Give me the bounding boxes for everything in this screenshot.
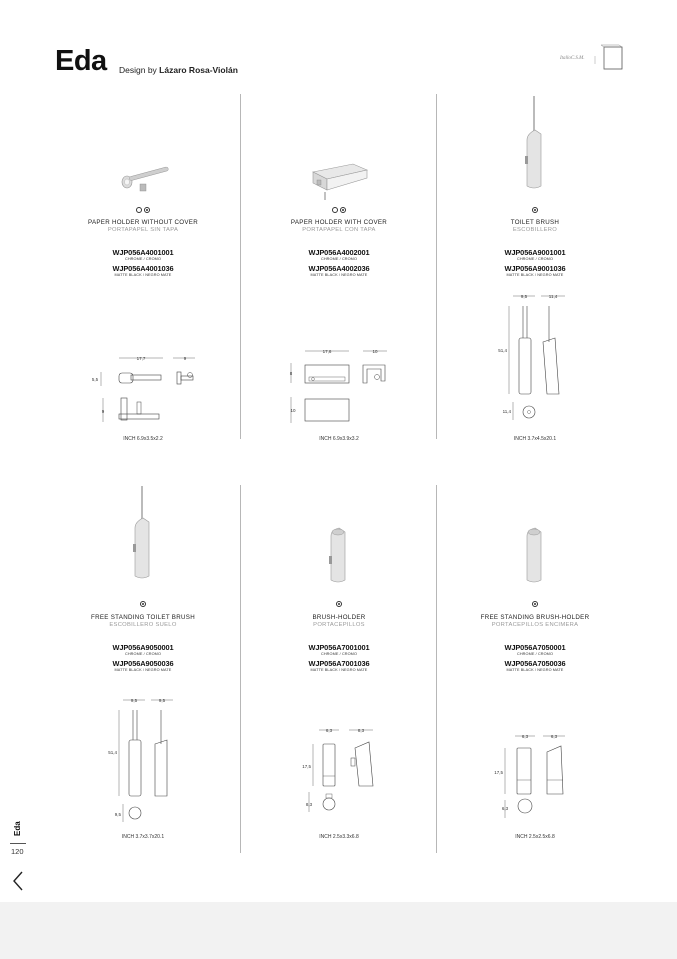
- side-divider: [10, 843, 26, 844]
- product-photo: [437, 90, 633, 200]
- dim-width-label: 17,6: [322, 349, 332, 354]
- product-code-chrome: WJP056A9001001: [504, 248, 566, 257]
- black-swatch-icon: [340, 207, 346, 213]
- chrome-swatch-icon: [532, 207, 538, 213]
- finish-chrome-label: CHROME / CROMO: [517, 652, 553, 656]
- product-card: [437, 100, 633, 445]
- dim-height-label: 5,5: [91, 377, 99, 382]
- product-card: [241, 490, 437, 850]
- product-code-black: WJP056A7001036: [308, 659, 370, 668]
- finish-chrome-label: CHROME / CROMO: [321, 652, 357, 656]
- dim-width-label: 9,5: [130, 698, 138, 703]
- dim-side-label: 9,5: [114, 812, 121, 817]
- product-card: [241, 100, 437, 445]
- dim-width-label: 9,5: [520, 294, 528, 299]
- inch-dimensions: INCH 6.9x3.5x2.2: [123, 436, 163, 442]
- finish-swatches: [241, 207, 437, 215]
- product-code-chrome: WJP056A4001001: [112, 248, 174, 257]
- black-swatch-icon: [144, 207, 150, 213]
- section-name: Eda: [13, 821, 22, 836]
- chrome-swatch-icon: [532, 601, 538, 607]
- designer-credit: [119, 65, 238, 75]
- dim-height-label: 51,4: [498, 348, 507, 353]
- finish-swatches: [45, 207, 241, 215]
- inch-dimensions: INCH 2.5x3.3x6.8: [319, 834, 359, 840]
- chevron-left-icon: [10, 869, 26, 893]
- product-name-es: PORTAPAPEL SIN TAPA: [107, 227, 179, 233]
- dim-depth-label: 6,3: [550, 734, 558, 739]
- dim-height-label: 17,5: [494, 770, 503, 775]
- dim-width-label: 6,3: [325, 728, 333, 733]
- technical-drawing: [241, 720, 437, 840]
- inch-dimensions: INCH 6.9x3.9x3.2: [319, 436, 359, 442]
- product-card: [45, 100, 241, 445]
- viewer-footer: [0, 902, 677, 959]
- product-code-black: WJP056A4001036: [112, 264, 174, 273]
- finish-black-label: MATTE BLACK / NEGRO MATE: [114, 273, 172, 277]
- product-name-es: ESCOBILLERO SUELO: [109, 622, 177, 628]
- dim-depth-label: 10: [372, 349, 378, 354]
- product-photo: [241, 120, 437, 220]
- product-code-black: WJP056A4002036: [308, 264, 370, 273]
- chrome-swatch-icon: [336, 601, 342, 607]
- brand-logo: [560, 42, 630, 76]
- brand-logo-text: ItalloC.S.M.: [560, 56, 585, 61]
- product-photo: [437, 510, 633, 610]
- product-name: PAPER HOLDER WITH COVER: [290, 219, 388, 226]
- dim-side-label: 11,4: [502, 409, 511, 414]
- chrome-swatch-icon: [136, 207, 142, 213]
- product-name: BRUSH-HOLDER: [312, 614, 366, 621]
- dim-width-label: 17,7: [136, 356, 146, 361]
- inch-dimensions: INCH 3.7x4.5x20.1: [513, 436, 557, 442]
- dim-depth-label: 11,4: [548, 294, 558, 299]
- technical-drawing: [241, 345, 437, 495]
- product-code-black: WJP056A7050036: [504, 659, 566, 668]
- dim-height-label: 8: [289, 371, 293, 376]
- product-name-es: PORTACEPILLOS ENCIMERA: [491, 622, 579, 628]
- finish-swatches: [437, 207, 633, 215]
- chrome-swatch-icon: [332, 207, 338, 213]
- finish-swatches: [437, 601, 633, 609]
- designer-name: Lázaro Rosa-Violán: [159, 65, 238, 75]
- collection-title: Eda: [55, 45, 107, 77]
- finish-black-label: MATTE BLACK / NEGRO MATE: [506, 273, 564, 277]
- product-name-es: PORTAPAPEL CON TAPA: [302, 227, 376, 233]
- technical-drawing: [45, 350, 241, 500]
- finish-chrome-label: CHROME / CROMO: [321, 257, 357, 261]
- dim-depth-label: 9,5: [158, 698, 166, 703]
- technical-drawing: [45, 688, 241, 838]
- product-name: FREE STANDING TOILET BRUSH: [91, 614, 195, 621]
- chrome-swatch-icon: [140, 601, 146, 607]
- back-button[interactable]: [10, 869, 26, 893]
- finish-swatches: [241, 601, 437, 609]
- product-name-es: PORTACEPILLOS: [313, 622, 365, 628]
- page-number: 120: [11, 847, 24, 856]
- product-photo: [241, 510, 437, 610]
- technical-drawing: [437, 290, 633, 440]
- inch-dimensions: INCH 3.7x3.7x20.1: [121, 834, 165, 840]
- product-name: FREE STANDING BRUSH-HOLDER: [480, 614, 590, 621]
- product-name-es: ESCOBILLERO: [512, 227, 558, 233]
- finish-chrome-label: CHROME / CROMO: [125, 652, 161, 656]
- product-code-chrome: WJP056A4002001: [308, 248, 370, 257]
- dim-side-label: 8,3: [305, 802, 313, 807]
- design-by-prefix: Design by: [119, 65, 160, 75]
- finish-black-label: MATTE BLACK / NEGRO MATE: [506, 668, 564, 672]
- product-code-black: WJP056A9050036: [112, 659, 174, 668]
- product-code-chrome: WJP056A7001001: [308, 643, 370, 652]
- dim-width-label: 6,3: [521, 734, 529, 739]
- inch-dimensions: INCH 2.5x2.5x6.8: [515, 834, 555, 840]
- product-name: TOILET BRUSH: [510, 219, 560, 226]
- finish-chrome-label: CHROME / CROMO: [125, 257, 161, 261]
- section-side-label: [6, 818, 30, 842]
- finish-black-label: MATTE BLACK / NEGRO MATE: [310, 668, 368, 672]
- product-name: PAPER HOLDER WITHOUT COVER: [87, 219, 199, 226]
- product-card: [437, 490, 633, 850]
- dim-depth-label: 9: [183, 356, 187, 361]
- product-card: [45, 490, 241, 850]
- product-photo: [45, 482, 241, 592]
- dim-height-label: 51,4: [108, 750, 117, 755]
- dim-side-label: 10: [290, 408, 296, 413]
- product-code-chrome: WJP056A9050001: [112, 643, 174, 652]
- finish-swatches: [45, 601, 241, 609]
- finish-chrome-label: CHROME / CROMO: [517, 257, 553, 261]
- dim-depth-label: 8,3: [357, 728, 365, 733]
- finish-black-label: MATTE BLACK / NEGRO MATE: [114, 668, 172, 672]
- dim-side-label: 6,3: [501, 806, 509, 811]
- dim-height-label: 17,5: [302, 764, 311, 769]
- product-code-chrome: WJP056A7050001: [504, 643, 566, 652]
- finish-black-label: MATTE BLACK / NEGRO MATE: [310, 273, 368, 277]
- dim-side-label: 9: [101, 409, 105, 414]
- product-photo: [45, 120, 241, 220]
- product-code-black: WJP056A9001036: [504, 264, 566, 273]
- technical-drawing: [437, 726, 633, 836]
